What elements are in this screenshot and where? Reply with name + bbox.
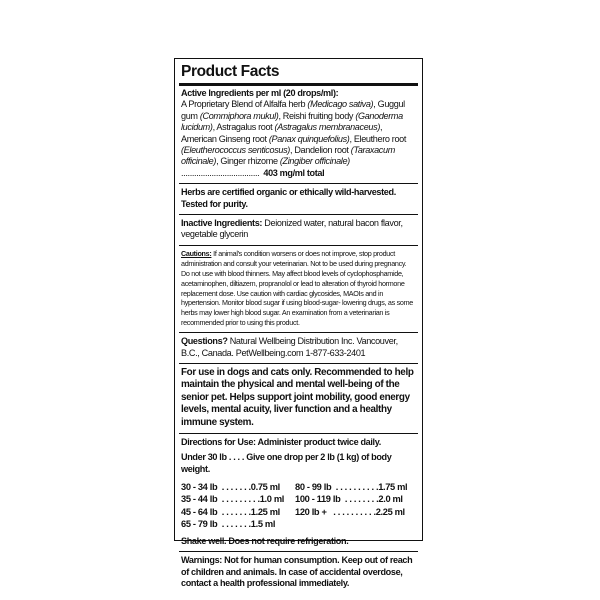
dosage-column-left [181, 481, 289, 530]
dosage-column-right [295, 481, 415, 530]
dosage-amount: 1.0 ml [259, 494, 284, 505]
ingredient-name: , Ginger rhizome [216, 156, 280, 167]
dosage-amount: 2.25 ml [375, 506, 405, 517]
shake-note: Shake well. Does not require refrigeration. [181, 536, 349, 546]
ingredient-name: , Dandelion root [289, 145, 351, 156]
latin-name: (Taraxacum officinale) [181, 145, 395, 167]
divider [179, 245, 418, 246]
dosage-weight: 45 - 64 lb . . . . . . . [181, 506, 251, 517]
cautions-label: Cautions: [181, 248, 212, 258]
dosage-amount: 0.75 ml [250, 482, 280, 493]
dosage-weight: 80 - 99 lb . . . . . . . . . . [295, 482, 379, 493]
questions-label: Questions? [181, 336, 228, 347]
dosage-row [181, 481, 289, 493]
active-ingredients-heading: Active Ingredients per ml (20 drops/ml): [181, 88, 339, 98]
inactive-ingredients [181, 218, 416, 241]
latin-name: (Commiphora mukul) [199, 110, 279, 121]
dosage-weight: 35 - 44 lb . . . . . . . . . [181, 494, 260, 505]
heavy-divider [179, 83, 418, 86]
ingredient-name: , Reishi fruiting body [278, 110, 356, 121]
cautions-text: If animal's condition worsens or does not improve, stop product administration and consult your veterinarian. Not to be used during pregnancy. Do not use with blood thinners. May affect blood levels of cyclophosphamide, acetaminophen, diltiazem, propranolol or lead to alteration of thyroid hormone replacement dose. Use caution with cardiac glycosides, MAOIs and in hypertension. Monitor blood sugar if using blood-sugar- lowering drugs, as some herbs may lower high blood sugar. An examination from a veterinarian is recommended prior to using this product. [181, 248, 413, 328]
dosage-row [295, 506, 415, 518]
warnings-text: Not for human consumption. Keep out of reach of children and animals. In case of accidental overdose, contact a health professional immediately. [181, 555, 413, 589]
divider [179, 332, 418, 333]
divider [179, 183, 418, 184]
latin-name: (Zingiber officinale) [279, 156, 350, 167]
dosage-row [295, 493, 415, 505]
dosage-amount: 1.75 ml [378, 482, 408, 493]
latin-name: (Eleutherococcus senticosus) [181, 145, 290, 156]
product-facts-title: Product Facts [181, 63, 280, 80]
ingredient-name: A Proprietary Blend of Alfalfa herb [181, 99, 308, 110]
herbs-note: Herbs are certified organic or ethically wild-harvested. Tested for purity. [181, 187, 396, 209]
active-ingredients-section [181, 88, 416, 179]
directions-heading: Directions for Use: Administer product twice daily. [181, 436, 381, 447]
divider [179, 214, 418, 215]
ingredient-name: , Astragalus root [212, 122, 275, 133]
warnings [181, 555, 416, 589]
ingredient-name: , American Ginseng root [181, 122, 383, 144]
inactive-ingredients-label: Inactive Ingredients: [181, 218, 263, 229]
dosage-row [295, 481, 415, 493]
product-facts-label [174, 58, 423, 589]
dosage-amount: 2.0 ml [378, 494, 403, 505]
latin-name: (Panax quinquefolius) [268, 133, 350, 144]
dosage-row [181, 518, 289, 530]
ingredient-name: , Guggul gum [181, 99, 405, 121]
divider [179, 551, 418, 552]
dosage-weight: 120 lb + . . . . . . . . . . [295, 506, 376, 517]
dosage-weight: 65 - 79 lb . . . . . . . [181, 518, 251, 529]
dosage-row [181, 506, 289, 518]
latin-name: (Medicago sativa) [307, 99, 374, 110]
questions-text: Natural Wellbeing Distribution Inc. Vancouver, B.C., Canada. PetWellbeing.com 1-877-633-2401 [181, 336, 398, 358]
use-statement: For use in dogs and cats only. Recommended to help maintain the physical and mental well-being of the senior pet. Helps support joint mobility, good energy levels, mental acuity, liver function and a healthy immune system. [181, 366, 414, 428]
dosage-row [181, 493, 289, 505]
cautions [181, 249, 416, 328]
dosage-weight: 30 - 34 lb . . . . . . . [181, 482, 251, 493]
active-ingredients-amount: 403 mg/ml total [263, 167, 325, 178]
questions [181, 336, 416, 359]
latin-name: (Astragalus membranaceus) [274, 122, 381, 133]
active-ingredients-list [181, 99, 406, 166]
inactive-ingredients-text: Deionized water, natural bacon flavor, vegetable glycerin [181, 218, 403, 240]
dot-leader: .................................... [181, 167, 260, 178]
dosage-amount: 1.5 ml [250, 518, 276, 529]
warnings-label: Warnings: [181, 555, 222, 566]
dosage-weight: 100 - 119 lb . . . . . . . . [295, 494, 379, 505]
dosage-table [181, 481, 416, 530]
ingredient-name: , Eleuthero root [349, 133, 407, 144]
divider [179, 363, 418, 364]
latin-name: (Ganoderma lucidum) [181, 110, 403, 133]
divider [179, 433, 418, 434]
dosage-amount: 1.25 ml [250, 506, 280, 517]
directions-under-30: Under 30 lb . . . . Give one drop per 2 lb (1 kg) of body weight. [181, 452, 392, 474]
